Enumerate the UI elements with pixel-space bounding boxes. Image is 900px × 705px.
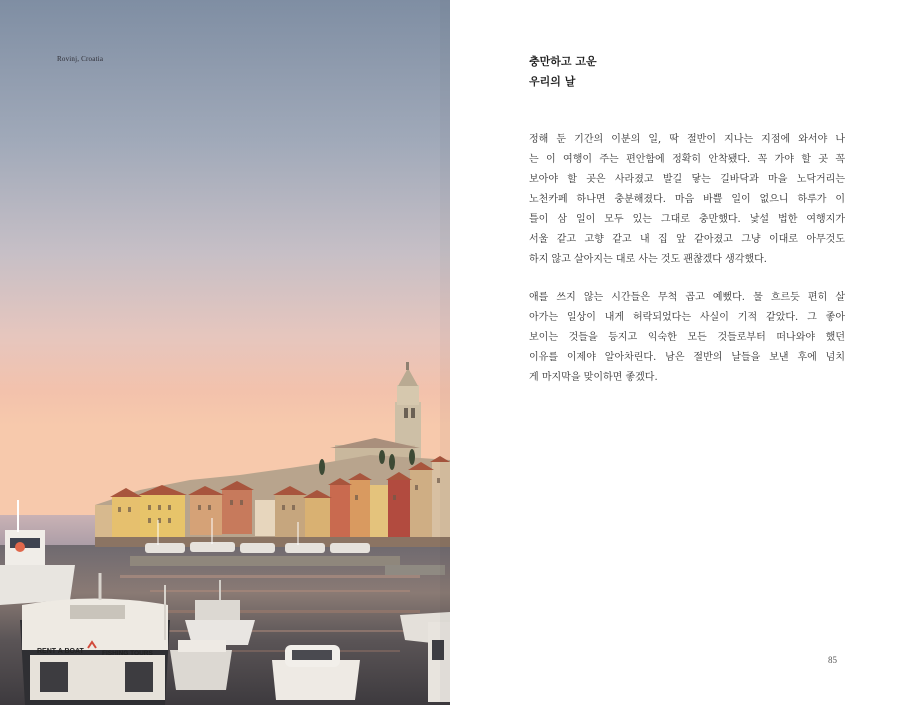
text-page: [450, 0, 900, 705]
paragraph-line: 애를 쓰지 않는 시간들은 무척 곱고 예뻤다. 물 흐르듯 편히 살: [529, 292, 845, 303]
paragraph-line: 이유를 이제야 알아차린다. 남은 절반의 날들을 보낸 후에 넘치: [529, 352, 845, 363]
body-paragraph-2: [529, 288, 849, 388]
paragraph-line: 정해 둔 기간의 이분의 일, 딱 절반이 지나는 지점에 와서야 나: [529, 134, 845, 145]
fishing-tours-sign: FISHING TOURS: [102, 650, 153, 657]
paragraph-line: 는 이 여행이 주는 편안함에 정확히 안착됐다. 꼭 가야 할 곳 꼭: [529, 154, 845, 165]
paragraph-line: 하지 않고 살아지는 대로 사는 것도 괜찮겠다 생각했다.: [529, 254, 767, 265]
paragraph-line: 서울 같고 고향 같고 내 집 앞 같아졌고 그냥 이대로 아무것도: [529, 234, 845, 245]
paragraph-line: 틀이 삼 일이 모두 있는 그대로 충만했다. 낯설 법한 여행지가: [529, 214, 845, 225]
rent-a-boat-vessel: [20, 599, 170, 705]
paragraph-line: 보이는 것들을 등지고 익숙한 모든 것들로부터 떠나와야 했던: [529, 332, 845, 343]
chapter-title: [529, 52, 597, 92]
photo-caption: Rovinj, Croatia: [57, 55, 104, 63]
page-number: 85: [828, 655, 837, 665]
paragraph-line: 보아야 할 곳은 사라졌고 발길 닿는 길바닥과 마을 노닥거리는: [529, 174, 845, 185]
rent-a-boat-sign: RENT A BOAT: [37, 648, 84, 655]
paragraph-line: 노천카페 하나면 충분해졌다. 마음 바쁠 일이 없으니 하루가 이: [529, 194, 845, 205]
title-line-2: 우리의 날: [529, 75, 576, 88]
title-line-1: 충만하고 고운: [529, 55, 597, 68]
paragraph-line: 아가는 일상이 내게 허락되었다는 사실이 기적 같았다. 그 좋아: [529, 312, 845, 323]
paragraph-line: 게 마지막을 맞이하면 좋겠다.: [529, 372, 658, 383]
body-paragraph-1: [529, 130, 849, 270]
